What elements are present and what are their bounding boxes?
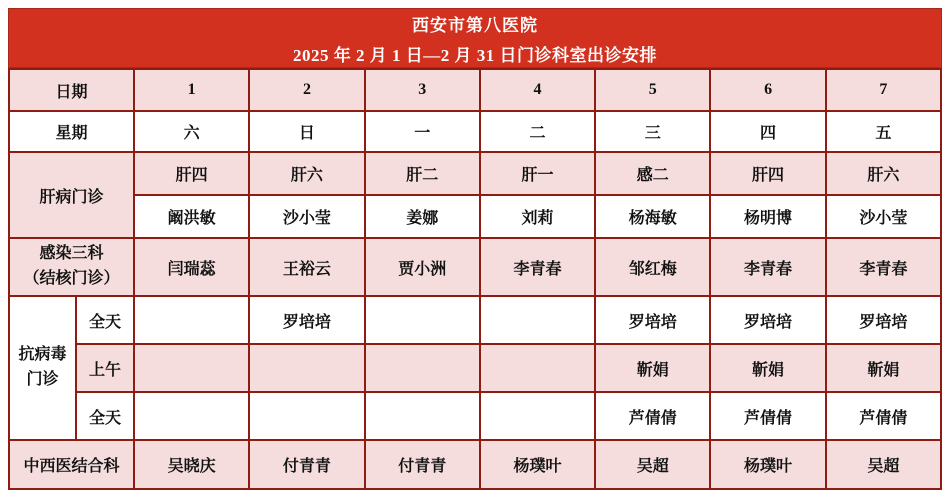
ward-cell: 肝一	[480, 152, 595, 195]
dept-label-antiviral	[9, 296, 76, 440]
doctor-cell	[365, 392, 480, 440]
dept-label-liver: 肝病门诊	[9, 152, 134, 238]
doctor-cell: 杨璞叶	[480, 440, 595, 489]
ward-cell: 肝四	[134, 152, 249, 195]
doctor-cell	[134, 296, 249, 344]
doctor-cell: 杨海敏	[595, 195, 710, 238]
dept-label-antiviral-line1: 抗病毒	[18, 346, 67, 364]
doctor-cell	[365, 344, 480, 392]
doctor-cell	[134, 344, 249, 392]
doctor-cell: 靳娟	[710, 344, 825, 392]
dept-label-antiviral-line2: 门诊	[26, 371, 59, 388]
doctor-cell	[480, 344, 595, 392]
weekday-cell: 四	[710, 111, 825, 152]
hospital-name: 西安市第八医院	[412, 15, 538, 35]
doctor-cell: 阚洪敏	[134, 195, 249, 238]
doctor-cell: 靳娟	[595, 344, 710, 392]
weekday-row	[9, 111, 941, 152]
period-cell: 全天	[76, 296, 134, 344]
title-banner	[8, 8, 942, 68]
period-cell: 上午	[76, 344, 134, 392]
doctor-cell	[480, 296, 595, 344]
antiviral-row-allday-2	[9, 392, 941, 440]
doctor-cell	[365, 296, 480, 344]
ward-cell: 肝六	[826, 152, 941, 195]
doctor-cell: 吴超	[595, 440, 710, 489]
schedule-subtitle: 2025 年 2 月 1 日—2 月 31 日门诊科室出诊安排	[293, 45, 657, 65]
dept-label-infection3	[9, 238, 134, 296]
antiviral-row-morning	[9, 344, 941, 392]
dept-label-integrative: 中西医结合科	[9, 440, 134, 489]
doctor-cell: 付青青	[249, 440, 364, 489]
weekday-cell: 二	[480, 111, 595, 152]
doctor-cell	[480, 392, 595, 440]
date-cell: 6	[710, 69, 825, 111]
doctor-cell: 罗培培	[826, 296, 941, 344]
weekday-cell: 六	[134, 111, 249, 152]
weekday-cell: 日	[249, 111, 364, 152]
date-cell: 1	[134, 69, 249, 111]
period-cell: 全天	[76, 392, 134, 440]
doctor-cell: 罗培培	[249, 296, 364, 344]
doctor-cell: 李青春	[826, 238, 941, 296]
doctor-cell	[249, 344, 364, 392]
liver-ward-row	[9, 152, 941, 195]
doctor-cell: 芦倩倩	[595, 392, 710, 440]
doctor-cell: 李青春	[710, 238, 825, 296]
date-row-label: 日期	[9, 69, 134, 111]
doctor-cell: 靳娟	[826, 344, 941, 392]
doctor-cell: 沙小莹	[826, 195, 941, 238]
liver-doctor-row	[9, 195, 941, 238]
date-cell: 3	[365, 69, 480, 111]
date-cell: 5	[595, 69, 710, 111]
doctor-cell: 王裕云	[249, 238, 364, 296]
doctor-cell: 吴晓庆	[134, 440, 249, 489]
doctor-cell: 芦倩倩	[710, 392, 825, 440]
date-cell: 2	[249, 69, 364, 111]
doctor-cell: 姜娜	[365, 195, 480, 238]
dept-label-infection3-line1: 感染三科	[39, 245, 104, 263]
doctor-cell: 贾小洲	[365, 238, 480, 296]
weekday-cell: 五	[826, 111, 941, 152]
doctor-cell: 杨明博	[710, 195, 825, 238]
integrative-row	[9, 440, 941, 489]
doctor-cell: 吴超	[826, 440, 941, 489]
date-cell: 4	[480, 69, 595, 111]
ward-cell: 肝六	[249, 152, 364, 195]
date-row	[9, 69, 941, 111]
dept-label-infection3-line2: （结核门诊）	[23, 270, 120, 287]
doctor-cell: 刘莉	[480, 195, 595, 238]
doctor-cell	[134, 392, 249, 440]
doctor-cell: 沙小莹	[249, 195, 364, 238]
doctor-cell: 付青青	[365, 440, 480, 489]
doctor-cell	[249, 392, 364, 440]
schedule-table	[8, 68, 942, 490]
weekday-cell: 三	[595, 111, 710, 152]
doctor-cell: 罗培培	[595, 296, 710, 344]
date-cell: 7	[826, 69, 941, 111]
ward-cell: 肝四	[710, 152, 825, 195]
infection3-row	[9, 238, 941, 296]
ward-cell: 感二	[595, 152, 710, 195]
doctor-cell: 李青春	[480, 238, 595, 296]
doctor-cell: 芦倩倩	[826, 392, 941, 440]
doctor-cell: 闫瑞蕊	[134, 238, 249, 296]
doctor-cell: 罗培培	[710, 296, 825, 344]
weekday-row-label: 星期	[9, 111, 134, 152]
doctor-cell: 邹红梅	[595, 238, 710, 296]
doctor-cell: 杨璞叶	[710, 440, 825, 489]
antiviral-row-allday-1	[9, 296, 941, 344]
weekday-cell: 一	[365, 111, 480, 152]
ward-cell: 肝二	[365, 152, 480, 195]
